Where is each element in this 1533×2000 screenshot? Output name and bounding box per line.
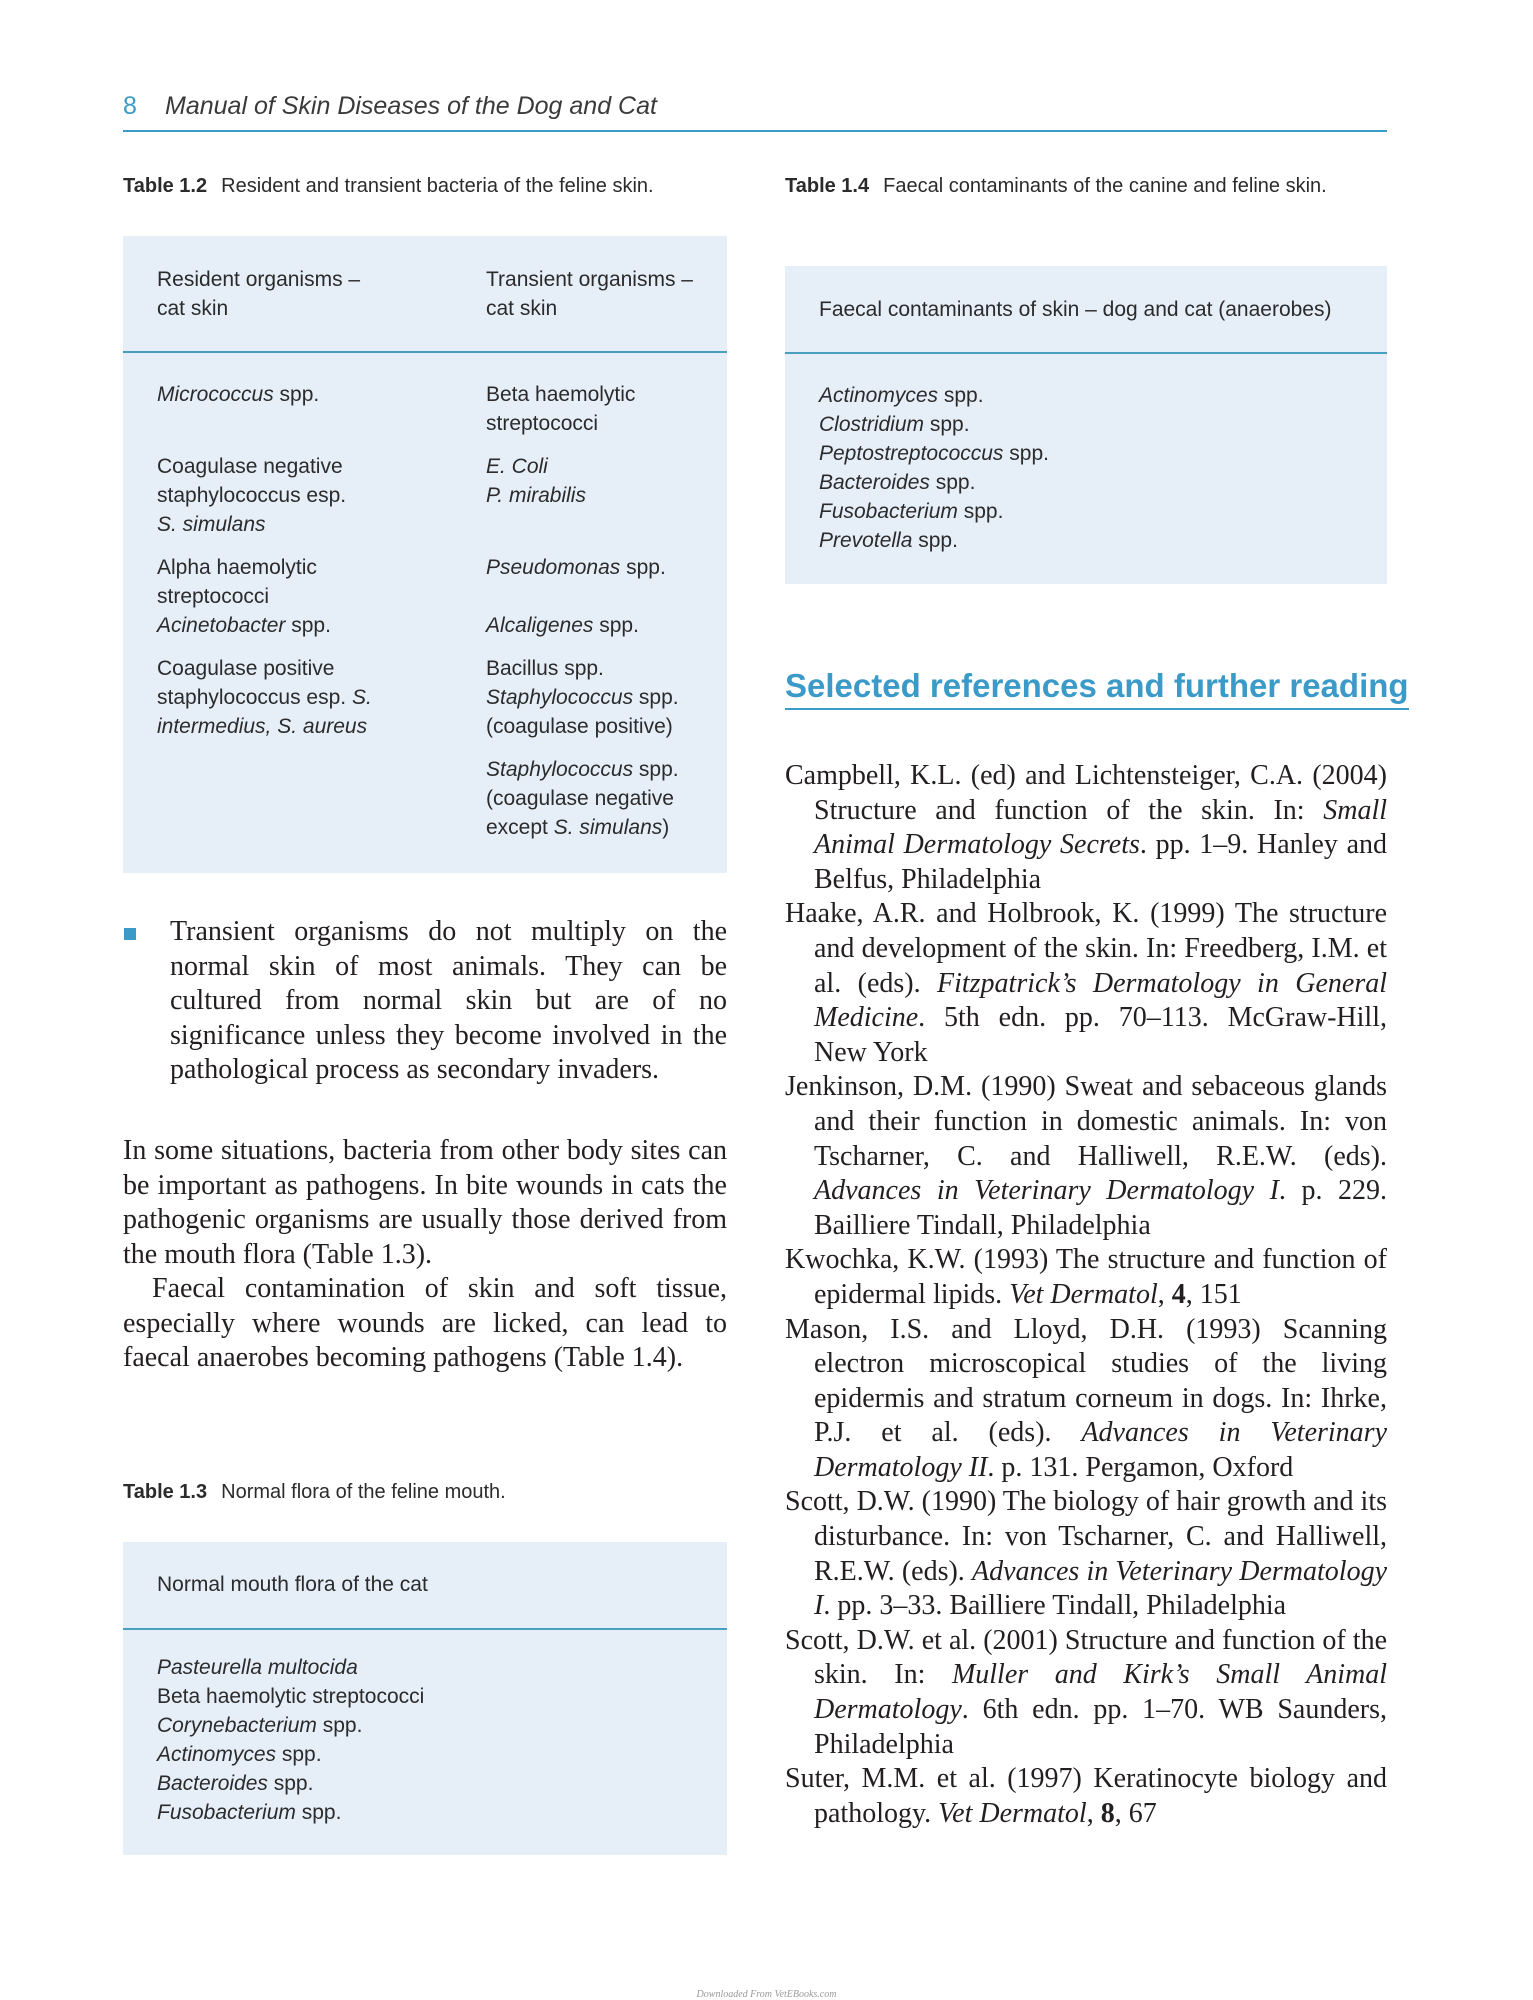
table-header-row	[785, 266, 1387, 354]
table-1-3-caption	[123, 1478, 733, 1507]
table-1-4	[785, 266, 1387, 584]
reference-entry: Scott, D.W. et al. (2001) Structure and function of the skin. In: Muller and Kirk’s Small Animal Dermatology. 6th edn. pp. 1–70. WB Saunders, Philadelphia	[785, 1624, 1387, 1760]
table-label: Table 1.3	[123, 1481, 208, 1503]
table-caption-text: Faecal contaminants of the canine and feline skin.	[883, 175, 1327, 197]
reference-entry: Campbell, K.L. (ed) and Lichtensteiger, C.A. (2004) Structure and function of the skin. In: Small Animal Dermatology Secrets. pp. 1–9. Hanley and Belfus, Philadelphia	[785, 760, 1387, 895]
reference-entry: Scott, D.W. (1990) The biology of hair growth and its disturbance. In: von Tscharner, C. and Halliwell, R.E.W. (eds). Advances in Veterinary Dermatology I. pp. 3–33. Bailliere Tindall, Philadelphia	[785, 1486, 1387, 1622]
reference-entry: Kwochka, K.W. (1993) The structure and function of epidermal lipids. Vet Dermatol, 4, 151	[785, 1244, 1387, 1310]
references-list	[785, 759, 1387, 1831]
column-header-transient: Transient organisms – cat skin	[486, 268, 693, 320]
book-title: Manual of Skin Diseases of the Dog and Cat	[165, 92, 657, 120]
page-number: 8	[123, 92, 137, 120]
reference-entry: Mason, I.S. and Lloyd, D.H. (1993) Scanning electron microscopical studies of the living epidermis and stratum corneum in dogs. In: Ihrke, P.J. et al. (eds). Advances in Veterinary Dermatology II. p. 131. Pergamon, Oxford	[785, 1313, 1387, 1483]
column-header-mouth-flora: Normal mouth flora of the cat	[157, 1573, 428, 1596]
table-1-2-caption	[123, 172, 733, 201]
references-heading: Selected references and further reading	[785, 667, 1409, 710]
table-header-row	[123, 1542, 727, 1630]
reference-entry: Jenkinson, D.M. (1990) Sweat and sebaceous glands and their function in domestic animals. In: von Tscharner, C. and Halliwell, R.E.W. (eds). Advances in Veterinary Dermatology I. p. 229. Bailliere Tindall, Philadelphia	[785, 1071, 1387, 1241]
reference-entry: Haake, A.R. and Holbrook, K. (1999) The structure and development of the skin. In: Freedberg, I.M. et al. (eds). Fitzpatrick’s Dermatology in General Medicine. 5th edn. pp. 70–113. McGraw-Hill, New York	[785, 898, 1387, 1068]
table-caption-text: Normal flora of the feline mouth.	[221, 1481, 506, 1503]
table-caption-text: Resident and transient bacteria of the feline skin.	[221, 175, 654, 197]
bullet-paragraph: Transient organisms do not multiply on the normal skin of most animals. They can be cultured from normal skin but are of no significance unless they become involved in the pathological process as secondary invaders.	[170, 916, 727, 1086]
table-1-3	[123, 1542, 727, 1855]
column-header-faecal: Faecal contaminants of skin – dog and cat (anaerobes)	[819, 298, 1332, 321]
body-paragraph-2: Faecal contamination of skin and soft tissue, especially where wounds are licked, can lead to faecal anaerobes becoming pathogens (Table 1.4).	[123, 1273, 727, 1374]
bullet-square	[124, 928, 136, 940]
reference-entry: Suter, M.M. et al. (1997) Keratinocyte biology and pathology. Vet Dermatol, 8, 67	[785, 1763, 1387, 1829]
table-label: Table 1.4	[785, 175, 870, 197]
column-header-resident: Resident organisms – cat skin	[157, 268, 361, 320]
download-watermark: Downloaded From VetEBooks.com	[696, 1989, 837, 2000]
table-header-row	[123, 236, 727, 353]
resident-organisms-column: Micrococcus spp. Coagulase negative staphylococcus esp. S. simulans Alpha haemolytic streptococci Acinetobacter spp. Coagulase positive staphylococcus esp. S. intermedius, S. aureus	[157, 383, 372, 738]
faecal-contaminants-list: Actinomyces spp. Clostridium spp. Peptostreptococcus spp. Bacteroides spp. Fusobacterium spp. Prevotella spp.	[819, 384, 1049, 552]
running-header	[123, 90, 1387, 132]
mouth-flora-list: Pasteurella multocida Beta haemolytic streptococci Corynebacterium spp. Actinomyces spp. Bacteroides spp. Fusobacterium spp.	[157, 1656, 425, 1824]
table-1-2	[123, 236, 727, 873]
table-label: Table 1.2	[123, 175, 208, 197]
table-1-4-caption	[785, 172, 1387, 201]
body-paragraph-1: In some situations, bacteria from other body sites can be important as pathogens. In bite wounds in cats the pathogenic organisms are usually those derived from the mouth flora (Table 1.3).	[123, 1135, 727, 1270]
transient-organisms-column: Beta haemolytic streptococci E. Coli P. mirabilis Pseudomonas spp. Alcaligenes spp. Bacillus spp. Staphylococcus spp. (coagulase positive) Staphylococcus spp. (coagulase negative except S. simulans)	[486, 383, 679, 839]
